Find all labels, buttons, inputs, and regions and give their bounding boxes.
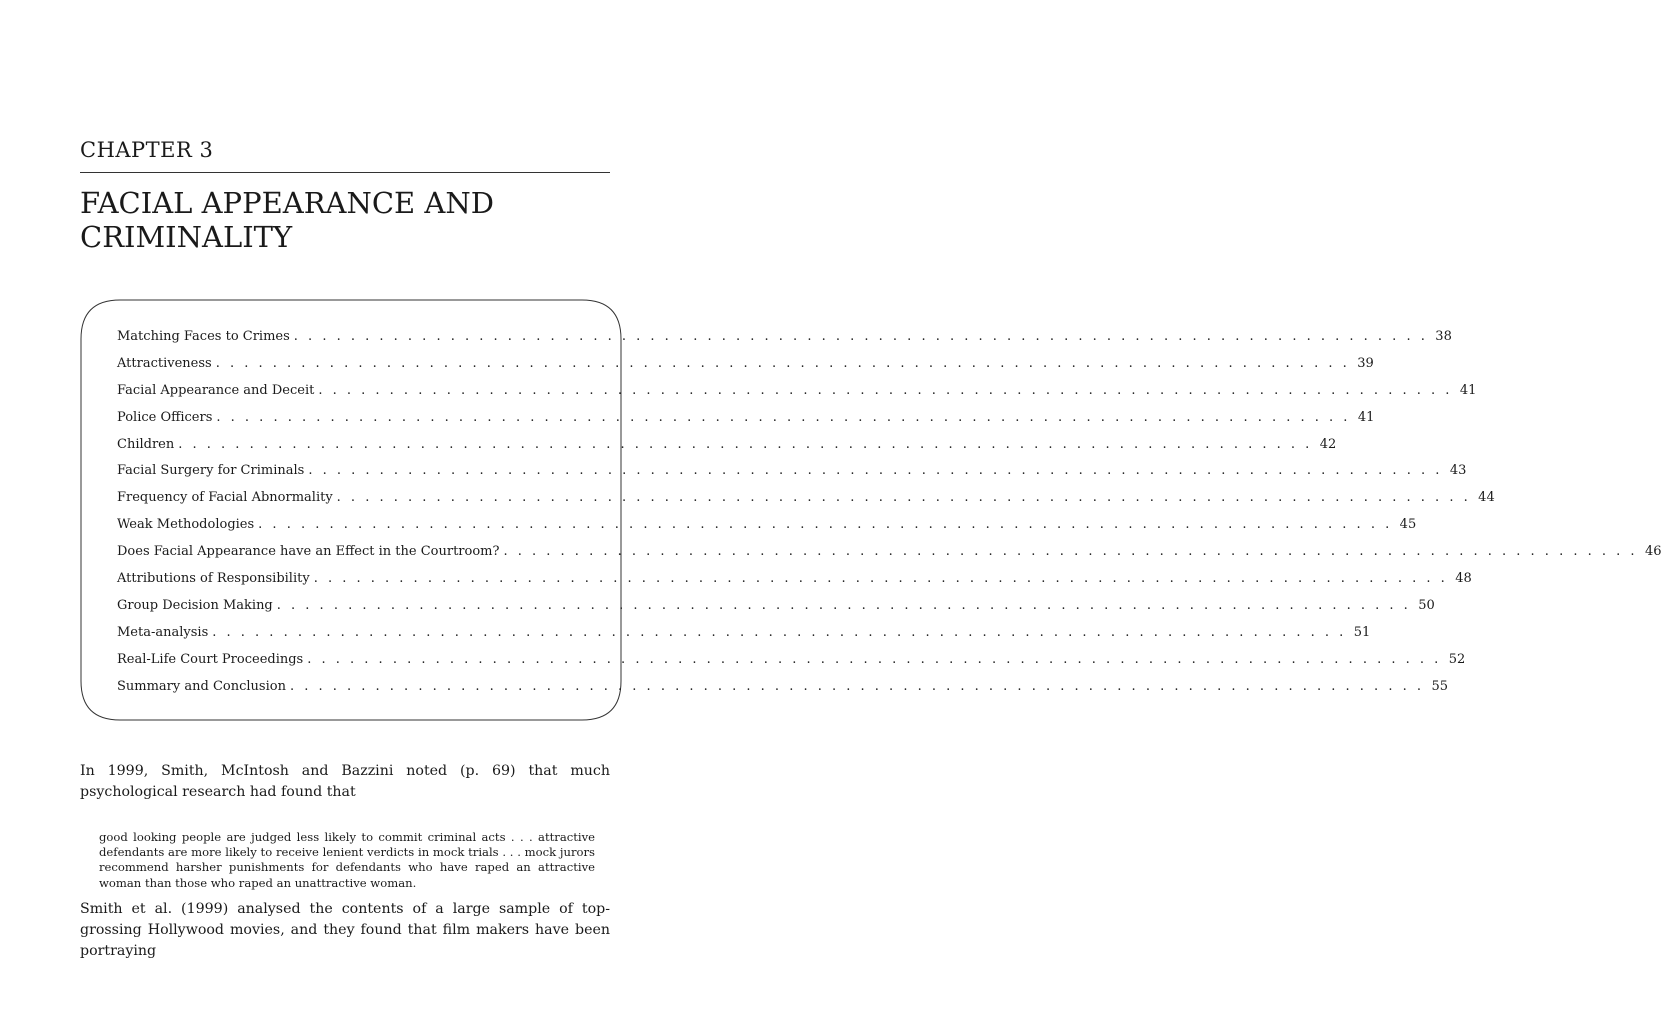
contents-entry-page: 39 — [1357, 355, 1374, 371]
contents-entry-leader: . . . . . . . . . . . . . . . . . . . . . . . . . . . . . . . . . . . . . . . . . . . . . . . . . . . . . . . . . . . . . . . . . . . . . . . . . . . . . . . . — [307, 651, 1442, 667]
contents-entry-title: Frequency of Facial Abnormality — [117, 490, 333, 506]
contents-entry-leader: . . . . . . . . . . . . . . . . . . . . . . . . . . . . . . . . . . . . . . . . . . . . . . . . . . . . . . . . . . . . . . . . . . . . . . . . . . . . . . . . — [215, 355, 1350, 371]
contents-entry-page: 51 — [1353, 624, 1371, 640]
contents-entry-page: 50 — [1418, 597, 1435, 613]
contents-entry-leader: . . . . . . . . . . . . . . . . . . . . . . . . . . . . . . . . . . . . . . . . . . . . . . . . . . . . . . . . . . . . . . . . . . . . . . . . . . . . . . . . — [258, 517, 1393, 533]
chapter-title: FACIAL APPEARANCE AND CRIMINALITY — [80, 186, 494, 254]
contents-entry-leader: . . . . . . . . . . . . . . . . . . . . . . . . . . . . . . . . . . . . . . . . . . . . . . . . . . . . . . . . . . . . . . . . . . . . . . . . . . . . . . . . — [276, 597, 1411, 613]
contents-entry-title: Children — [117, 436, 175, 452]
contents-entry-title: Meta-analysis — [117, 624, 209, 640]
contents-entry-page: 44 — [1478, 490, 1495, 506]
contents-entry — [117, 409, 1375, 437]
body-paragraph: Smith et al. (1999) analysed the contents of a large sample of top-grossing Hollywood movies, and they found that film makers have been portraying — [80, 901, 610, 959]
contents-entry-title: Weak Methodologies — [117, 517, 255, 533]
contents-entry-leader: . . . . . . . . . . . . . . . . . . . . . . . . . . . . . . . . . . . . . . . . . . . . . . . . . . . . . . . . . . . . . . . . . . . . . . . . . . . . . . . . — [503, 544, 1638, 560]
contents-entry-title: Attractiveness — [117, 355, 212, 371]
contents-entry-page: 46 — [1644, 544, 1662, 560]
contents-entry — [117, 597, 1435, 625]
chapter-label: CHAPTER 3 — [80, 138, 214, 162]
contents-entry-page: 45 — [1399, 517, 1417, 533]
contents-entry-page: 55 — [1431, 678, 1448, 694]
contents-entry-leader: . . . . . . . . . . . . . . . . . . . . . . . . . . . . . . . . . . . . . . . . . . . . . . . . . . . . . . . . . . . . . . . . . . . . . . . . . . . . . . . . — [289, 678, 1424, 694]
contents-entry-leader: . . . . . . . . . . . . . . . . . . . . . . . . . . . . . . . . . . . . . . . . . . . . . . . . . . . . . . . . . . . . . . . . . . . . . . . . . . . . . . . . — [212, 624, 1347, 640]
contents-entry — [117, 329, 1452, 356]
contents-list — [117, 329, 1662, 705]
contents-entry — [117, 571, 1472, 598]
contents-entry-title: Group Decision Making — [117, 597, 273, 613]
contents-entry — [117, 517, 1417, 544]
contents-entry-page: 42 — [1319, 436, 1337, 452]
contents-entry-leader: . . . . . . . . . . . . . . . . . . . . . . . . . . . . . . . . . . . . . . . . . . . . . . . . . . . . . . . . . . . . . . . . . . . . . . . . . . . . . . . . — [308, 463, 1443, 479]
contents-entry-title: Real-Life Court Proceedings — [117, 651, 304, 667]
contents-entry-title: Facial Surgery for Criminals — [117, 463, 305, 479]
contents-entry-page: 52 — [1448, 651, 1466, 667]
contents-entry — [117, 436, 1337, 464]
block-quote: good looking people are judged less likely to commit criminal acts . . . attractive defendants are more likely to receive lenient verdicts in mock trials . . . mock jurors recommend harsher punishments for defendants who have raped an attractive woman than those who raped an unattractive woman. — [99, 830, 595, 890]
contents-entry-page: 38 — [1435, 329, 1452, 344]
contents-entry-title: Does Facial Appearance have an Effect in the Courtroom? — [117, 544, 500, 560]
contents-entry — [117, 651, 1466, 679]
body-paragraph: In 1999, Smith, McIntosh and Bazzini noted (p. 69) that much psychological research had found that — [80, 763, 610, 800]
contents-entry-title: Matching Faces to Crimes — [117, 329, 290, 344]
contents-entry — [117, 544, 1662, 571]
contents-entry-leader: . . . . . . . . . . . . . . . . . . . . . . . . . . . . . . . . . . . . . . . . . . . . . . . . . . . . . . . . . . . . . . . . . . . . . . . . . . . . . . . . — [293, 329, 1428, 344]
contents-entry-title: Police Officers — [117, 409, 213, 425]
contents-box — [80, 299, 1662, 721]
contents-entry-page: 41 — [1459, 382, 1477, 398]
contents-entry-leader: . . . . . . . . . . . . . . . . . . . . . . . . . . . . . . . . . . . . . . . . . . . . . . . . . . . . . . . . . . . . . . . . . . . . . . . . . . . . . . . . — [336, 490, 1471, 506]
contents-entry-title: Facial Appearance and Deceit — [117, 382, 315, 398]
contents-entry-title: Attributions of Responsibility — [117, 571, 310, 587]
contents-entry-leader: . . . . . . . . . . . . . . . . . . . . . . . . . . . . . . . . . . . . . . . . . . . . . . . . . . . . . . . . . . . . . . . . . . . . . . . . . . . . . . . . — [313, 571, 1448, 587]
contents-entry-page: 48 — [1455, 571, 1472, 587]
contents-entry-page: 41 — [1357, 409, 1375, 425]
contents-entry-leader: . . . . . . . . . . . . . . . . . . . . . . . . . . . . . . . . . . . . . . . . . . . . . . . . . . . . . . . . . . . . . . . . . . . . . . . . . . . . . . . . — [178, 436, 1313, 452]
contents-entry — [117, 463, 1467, 490]
contents-entry — [117, 678, 1448, 706]
heading-rule — [80, 172, 610, 173]
contents-entry-leader: . . . . . . . . . . . . . . . . . . . . . . . . . . . . . . . . . . . . . . . . . . . . . . . . . . . . . . . . . . . . . . . . . . . . . . . . . . . . . . . . — [216, 409, 1351, 425]
contents-entry — [117, 382, 1477, 410]
contents-entry-page: 43 — [1449, 463, 1467, 479]
contents-entry — [117, 624, 1371, 652]
contents-entry-leader: . . . . . . . . . . . . . . . . . . . . . . . . . . . . . . . . . . . . . . . . . . . . . . . . . . . . . . . . . . . . . . . . . . . . . . . . . . . . . . . . — [318, 382, 1453, 398]
contents-entry — [117, 490, 1495, 517]
contents-entry — [117, 355, 1374, 383]
contents-entry-title: Summary and Conclusion — [117, 678, 286, 694]
